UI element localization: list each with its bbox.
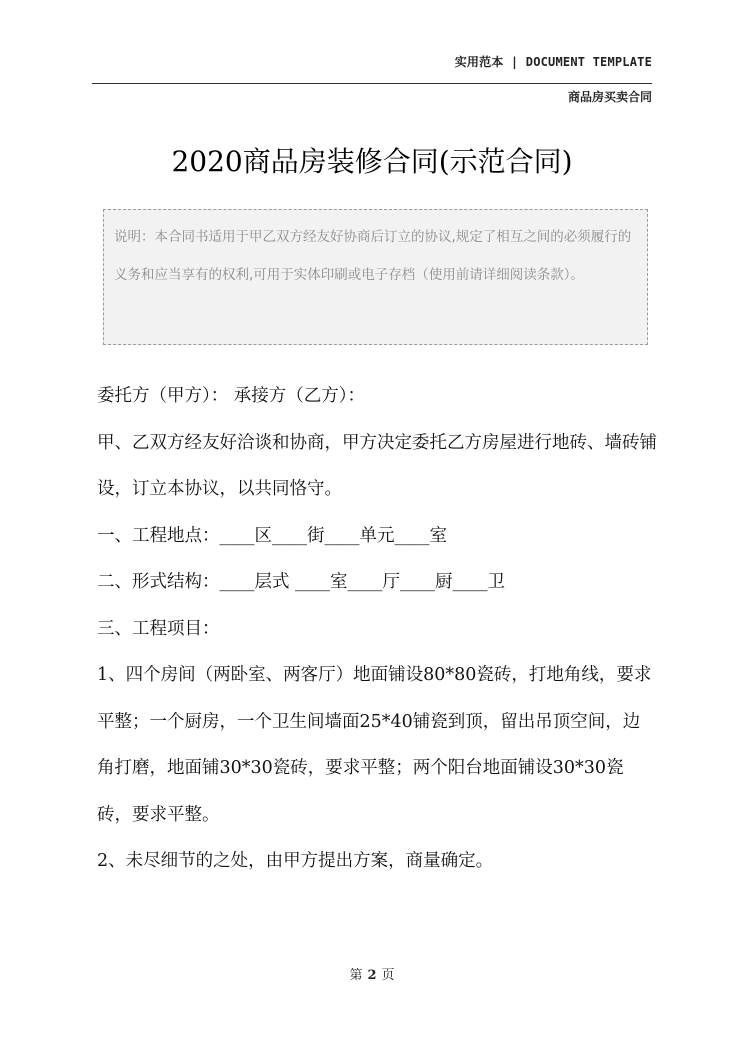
parties-line: 委托方（甲方）： 承接方（乙方）：: [97, 386, 366, 406]
header-divider: [92, 83, 652, 84]
clause-location: 一、工程地点：____区____街____单元____室: [97, 525, 447, 546]
document-body: [97, 373, 657, 885]
page-suffix: 页: [381, 968, 395, 983]
header-subtitle: 商品房买卖合同: [567, 90, 652, 104]
clause-item-2: 2、未尽细节的之处，由甲方提出方案，商量确定。: [97, 851, 494, 871]
clause-item-1: 1、四个房间（两卧室、两客厅）地面铺设80*80瓷砖，打地角线，要求平整；一个厨房，一个卫生间墙面25*40铺瓷到顶，留出吊顶空间，边角打磨，地面铺30*30瓷砖，要求平整；两个阳台地面铺设30*30瓷砖，要求平整。: [97, 665, 652, 825]
clause-items-heading: 三、工程项目：: [97, 618, 220, 639]
note-text: 说明：本合同书适用于甲乙双方经友好协商后订立的协议,规定了相互之间的必须履行的义务和应当享有的权利,可用于实体印刷或电子存档（使用前请详细阅读条款）。: [114, 229, 632, 283]
page-number: 2: [367, 968, 377, 983]
page-prefix: 第: [349, 968, 363, 983]
header-tag: 实用范本 | DOCUMENT TEMPLATE: [454, 55, 652, 69]
note-box: [103, 209, 648, 345]
document-title: 2020商品房装修合同(示范合同): [171, 145, 573, 178]
page-footer: [0, 964, 744, 983]
clause-structure: 二、形式结构：____层式 ____室____厅____厨____卫: [97, 572, 506, 592]
preamble-paragraph: 甲、乙双方经友好洽谈和协商，甲方决定委托乙方房屋进行地砖、墙砖铺设，订立本协议，以共同恪守。: [97, 432, 657, 499]
